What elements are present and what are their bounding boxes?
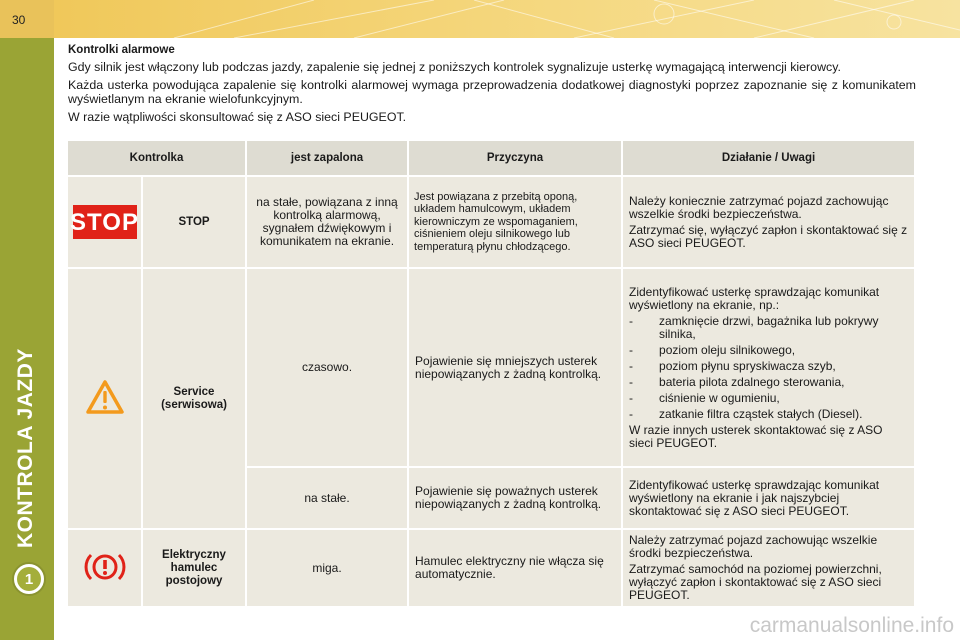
lamp-name-parking-brake: Elektryczny hamulec postojowy — [142, 529, 246, 607]
lit-stop: na stałe, powiązana z inną kontrolką alarmową, sygnałem dźwiękowym i komunikatem na ekranie. — [246, 176, 408, 268]
list-item: - bateria pilota zdalnego sterowania, — [629, 376, 908, 389]
chapter-badge — [12, 562, 46, 596]
cause-stop: Jest powiązana z przebitą oponą, układem hamulcowym, układem kierowniczym ze wspomaganiem, ciśnieniem oleju silnikowego lub temperaturą płynu chłodzącego. — [408, 176, 622, 268]
top-banner — [54, 0, 960, 38]
watermark: carmanualsonline.info — [749, 614, 954, 637]
page-number: 30 — [0, 0, 54, 38]
lit-parking-brake: miga. — [246, 529, 408, 607]
intro-paragraph-2: Każda usterka powodująca zapalenie się kontrolki alarmowej wymaga przeprowadzenia dodatkowej diagnostyki poprzez zapoznanie się z komunikatem wyświetlanym na ekranie wielofunkcyjnym. — [68, 78, 916, 106]
action-service-outro: W razie innych usterek skontaktować się z ASO sieci PEUGEOT. — [629, 422, 883, 450]
stop-icon: STOP — [73, 205, 137, 239]
action-service-intro: Zidentyfikować usterkę sprawdzając komunikat wyświetlony na ekranie, np.: — [629, 284, 880, 312]
action-parking-brake-1: Należy zatrzymać pojazd zachowując wszelkie środki bezpieczeństwa. — [629, 533, 878, 560]
electric-parking-brake-icon — [83, 549, 127, 585]
header-cause: Przyczyna — [408, 141, 622, 176]
stop-icon-cell — [68, 176, 142, 268]
parking-brake-icon-cell — [68, 529, 142, 607]
action-service-temporary — [622, 268, 915, 467]
intro-paragraph-1: Gdy silnik jest włączony lub podczas jazdy, zapalenie się jednej z poniższych kontrolek sygnalizuje usterkę wymagającą interwencji kierowcy. — [68, 60, 841, 74]
lamp-name-service: Service (serwisowa) — [142, 268, 246, 529]
action-parking-brake — [622, 529, 915, 607]
action-service-list — [629, 315, 908, 421]
table-row-service-temporary — [68, 268, 915, 467]
intro-section — [68, 44, 916, 128]
list-item: - zamknięcie drzwi, bagażnika lub pokrywy silnika, — [629, 315, 908, 341]
list-item: - poziom oleju silnikowego, — [629, 344, 908, 357]
cause-parking-brake: Hamulec elektryczny nie włącza się automatycznie. — [408, 529, 622, 607]
header-action: Działanie / Uwagi — [622, 141, 915, 176]
cause-service-temporary: Pojawienie się mniejszych usterek niepowiązanych z żadną kontrolką. — [408, 268, 622, 467]
list-item: - zatkanie filtra cząstek stałych (Diesel). — [629, 408, 908, 421]
chapter-number: 1 — [17, 567, 41, 591]
lit-service-permanent: na stałe. — [246, 467, 408, 529]
table-row-stop — [68, 176, 915, 268]
action-parking-brake-2: Zatrzymać samochód na poziomej powierzchni, wyłączyć zapłon i skontaktować się z ASO sieci PEUGEOT. — [629, 562, 882, 602]
warning-lamps-table — [68, 141, 916, 608]
warning-triangle-icon — [85, 379, 125, 415]
header-lit: jest zapalona — [246, 141, 408, 176]
action-service-permanent: Zidentyfikować usterkę sprawdzając komunikat wyświetlony na ekranie i jak najszybciej skontaktować się z ASO sieci PEUGEOT. — [622, 467, 915, 529]
table-header-row — [68, 141, 915, 176]
action-stop-2: Zatrzymać się, wyłączyć zapłon i skontaktować się z ASO sieci PEUGEOT. — [629, 222, 908, 250]
header-kontrolka: Kontrolka — [68, 141, 246, 176]
chapter-title: KONTROLA JAZDY — [14, 348, 37, 548]
service-icon-cell — [68, 268, 142, 529]
table-row-parking-brake — [68, 529, 915, 607]
action-stop-1: Należy koniecznie zatrzymać pojazd zachowując wszelkie środki bezpieczeństwa. — [629, 193, 889, 221]
lit-service-temporary: czasowo. — [246, 268, 408, 467]
list-item: - poziom płynu spryskiwacza szyb, — [629, 360, 908, 373]
section-heading: Kontrolki alarmowe — [68, 44, 175, 56]
cause-service-permanent: Pojawienie się poważnych usterek niepowiązanych z żadną kontrolką. — [408, 467, 622, 529]
action-stop — [622, 176, 915, 268]
list-item: - ciśnienie w ogumieniu, — [629, 392, 908, 405]
lamp-name-stop: STOP — [142, 176, 246, 268]
banner-pattern-icon — [54, 0, 960, 38]
intro-paragraph-3: W razie wątpliwości skonsultować się z ASO sieci PEUGEOT. — [68, 110, 407, 124]
